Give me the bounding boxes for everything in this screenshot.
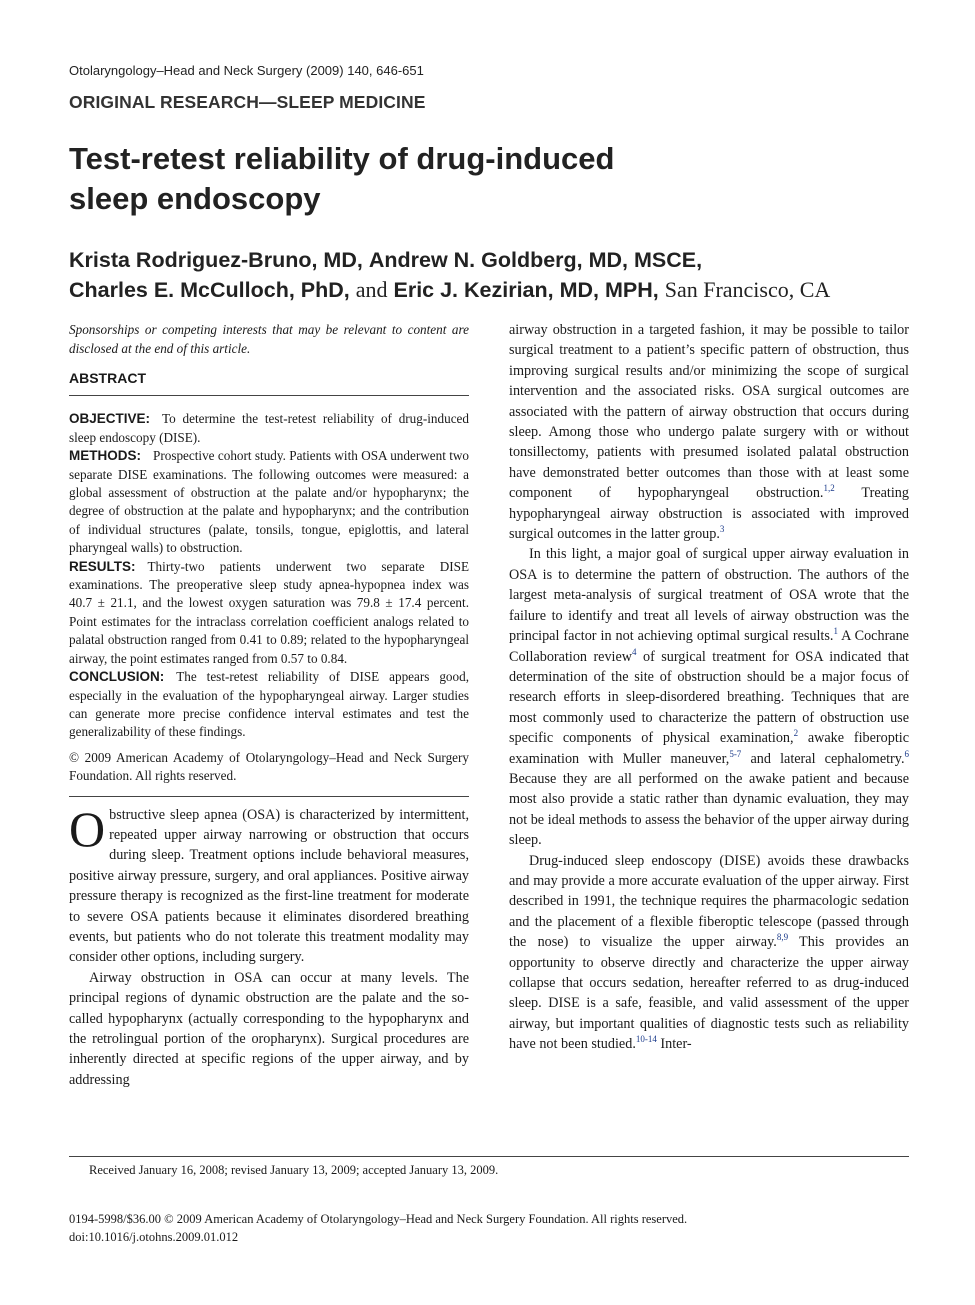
citation-ref[interactable]: 8,9	[776, 932, 789, 943]
paragraph-text: A Cochrane Collaboration review	[509, 628, 909, 665]
abstract-conclusion	[69, 668, 469, 742]
journal-citation: Otolaryngology–Head and Neck Surgery (2009) 140, 646-651	[69, 63, 424, 78]
left-column	[69, 320, 469, 1090]
paragraph-text: airway obstruction in a targeted fashion, it may be possible to tailor surgical treatment to a patient’s specific pattern of obstruction, thus improving surgical results and/or minimizing the scope of surgical intervention and the associated risks. OSA surgical outcomes are associated with the pattern of airway obstruction that occurs during sleep. Among those who undergo palate surgery with or without tonsillectomy, patients with presumed isolated palatal obstruction have demonstrated better outcomes than those with at least some component of hypopharyngeal obstruction.	[509, 322, 909, 502]
author-location: San Francisco, CA	[664, 277, 831, 302]
title-line-1: Test-retest reliability of drug-induced	[69, 141, 615, 176]
author-list	[69, 246, 929, 305]
body-paragraph	[509, 851, 909, 1055]
abstract-results	[69, 558, 469, 668]
doi-link[interactable]: doi:10.1016/j.otohns.2009.01.012	[69, 1230, 239, 1244]
footer-publication-info	[69, 1210, 687, 1246]
paragraph-text: This provides an opportunity to observe directly and characterize the upper airway collapse that occurs sedation, hereafter referred to as drug-induced sleep. DISE is a safe, feasible, and valid assessment of the upper airway, but important qualities of diagnostic tests such as reliability have not been studied.	[509, 934, 909, 1053]
disclosure-note: Sponsorships or competing interests that may be relevant to content are disclosed at the end of this article.	[69, 322, 469, 356]
abstract-copyright: © 2009 American Academy of Otolaryngology–Head and Neck Surgery Foundation. All rights reserved.	[69, 749, 469, 797]
paragraph-text: and lateral cephalometry.	[741, 750, 905, 767]
citation-ref[interactable]: 1,2	[823, 483, 835, 494]
right-column	[509, 320, 909, 1055]
citation-ref[interactable]: 5-7	[729, 748, 742, 759]
citation-ref[interactable]: 3	[719, 524, 725, 535]
abstract-label: OBJECTIVE:	[69, 411, 151, 427]
paragraph-text: bstructive sleep apnea (OSA) is characterized by intermittent, repeated upper airway narrowing or obstruction that occurs during sleep. Treatment options include behavioral measures, positive airway pressure, surgery, and oral appliances. Positive airway pressure therapy is recognized as the first-line treatment for moderate to severe OSA patients because it eliminates disordered breathing events, but patients who do not tolerate this treatment modality may consider other options, including surgery.	[69, 806, 469, 966]
paragraph-text: awake fiberoptic examination with Muller maneuver,	[509, 730, 909, 767]
paragraph-text: Drug-induced sleep endoscopy (DISE) avoids these drawbacks and may provide a more accurate evaluation of the upper airway. First described in 1991, the technique requires the pharmacologic sedation and the placement of a flexible fiberoptic telescope (passed through the nose) to visualize the upper airway.	[509, 852, 909, 951]
article-title	[69, 139, 789, 219]
author-name: Eric J. Kezirian, MD, MPH,	[393, 278, 659, 302]
footer-divider	[69, 1156, 909, 1157]
author-conjunction: and	[355, 277, 388, 302]
citation-ref[interactable]: 10-14	[635, 1034, 657, 1045]
section-heading: ORIGINAL RESEARCH—SLEEP MEDICINE	[69, 92, 426, 112]
body-paragraph	[69, 800, 469, 968]
citation-ref[interactable]: 2	[793, 728, 799, 739]
abstract-objective	[69, 410, 469, 447]
paragraph-text: Treating hypopharyngeal airway obstruction is associated with improved surgical outcomes in the latter group.	[509, 485, 909, 543]
abstract	[69, 410, 469, 741]
abstract-label: METHODS:	[69, 448, 141, 464]
author-name: Charles E. McCulloch, PhD,	[69, 278, 350, 302]
abstract-label: CONCLUSION:	[69, 669, 165, 685]
paragraph-text: Inter-	[656, 1036, 692, 1053]
received-dates: Received January 16, 2008; revised January 13, 2009; accepted January 13, 2009.	[89, 1163, 499, 1177]
body-paragraph	[509, 544, 909, 850]
abstract-heading: ABSTRACT	[69, 368, 469, 396]
citation-ref[interactable]: 4	[632, 646, 637, 657]
abstract-text: Prospective cohort study. Patients with OSA underwent two separate DISE examinations. The following outcomes were measured: a global assessment of obstruction at the palate and/or hypopharynx; the degree of obstruction at the palate and hypopharynx; and the contribution of individual structures (palate, tonsils, tongue, epiglottis, and lateral pharyngeal walls) to obstruction.	[69, 448, 469, 556]
author-name: Krista Rodriguez-Bruno, MD,	[69, 248, 363, 272]
title-line-2: sleep endoscopy	[69, 181, 321, 216]
author-name: Andrew N. Goldberg, MD, MSCE,	[368, 248, 703, 272]
abstract-methods	[69, 447, 469, 557]
abstract-text: The test-retest reliability of DISE appears good, especially in the evaluation of the hypopharyngeal airway. Larger studies can generate more precise confidence interval estimates and test the generalizability of these findings.	[69, 669, 469, 740]
abstract-label: RESULTS:	[69, 558, 136, 574]
paragraph-text: In this light, a major goal of surgical upper airway evaluation in OSA is to determine the pattern of obstruction. The authors of the largest meta-analysis of surgical treatment of OSA wrote that the failure to identify and treat all levels of airway obstruction was the principal factor in not achieving optimal surgical results.	[509, 546, 909, 645]
citation-ref[interactable]: 1	[833, 626, 838, 637]
body-paragraph	[509, 320, 909, 544]
citation-ref[interactable]: 6	[904, 748, 909, 759]
drop-cap: O	[69, 800, 106, 857]
issn-copyright: 0194-5998/$36.00 © 2009 American Academy of Otolaryngology–Head and Neck Surgery Foundation. All rights reserved.	[69, 1212, 688, 1226]
paragraph-text: of surgical treatment for OSA indicated that determination of the site of obstruction should be a major focus of research efforts in sleep-disordered breathing. Techniques that are most commonly used to characterize the pattern of obstruction use specific components of physical examination,	[509, 648, 909, 747]
body-paragraph: Airway obstruction in OSA can occur at many levels. The principal regions of dynamic obstruction are the palate and the so-called hypopharynx (actually corresponding to the hypopharynx and the retrolingual portion of the oropharynx). Surgical procedures are inherently directed at specific regions of the upper airway, and by addressing	[69, 969, 469, 1088]
paragraph-text: Because they are all performed on the awake patient and because most also provide a static rather than dynamic evaluation, they may not be ideal methods to assess the behavior of the upper airway during sleep.	[509, 770, 909, 849]
abstract-text: Thirty-two patients underwent two separate DISE examinations. The preoperative sleep study apnea-hypopnea index was 40.7 ± 21.1, and the lowest oxygen saturation was 79.8 ± 17.4 percent. Point estimates for the intraclass correlation coefficient analogs related to palatal obstruction ranged from 0.41 to 0.89; related to the hypopharyngeal airway, the point estimates ranged from 0.57 to 0.84.	[69, 558, 469, 666]
abstract-text: To determine the test-retest reliability of drug-induced sleep endoscopy (DISE).	[69, 411, 469, 445]
